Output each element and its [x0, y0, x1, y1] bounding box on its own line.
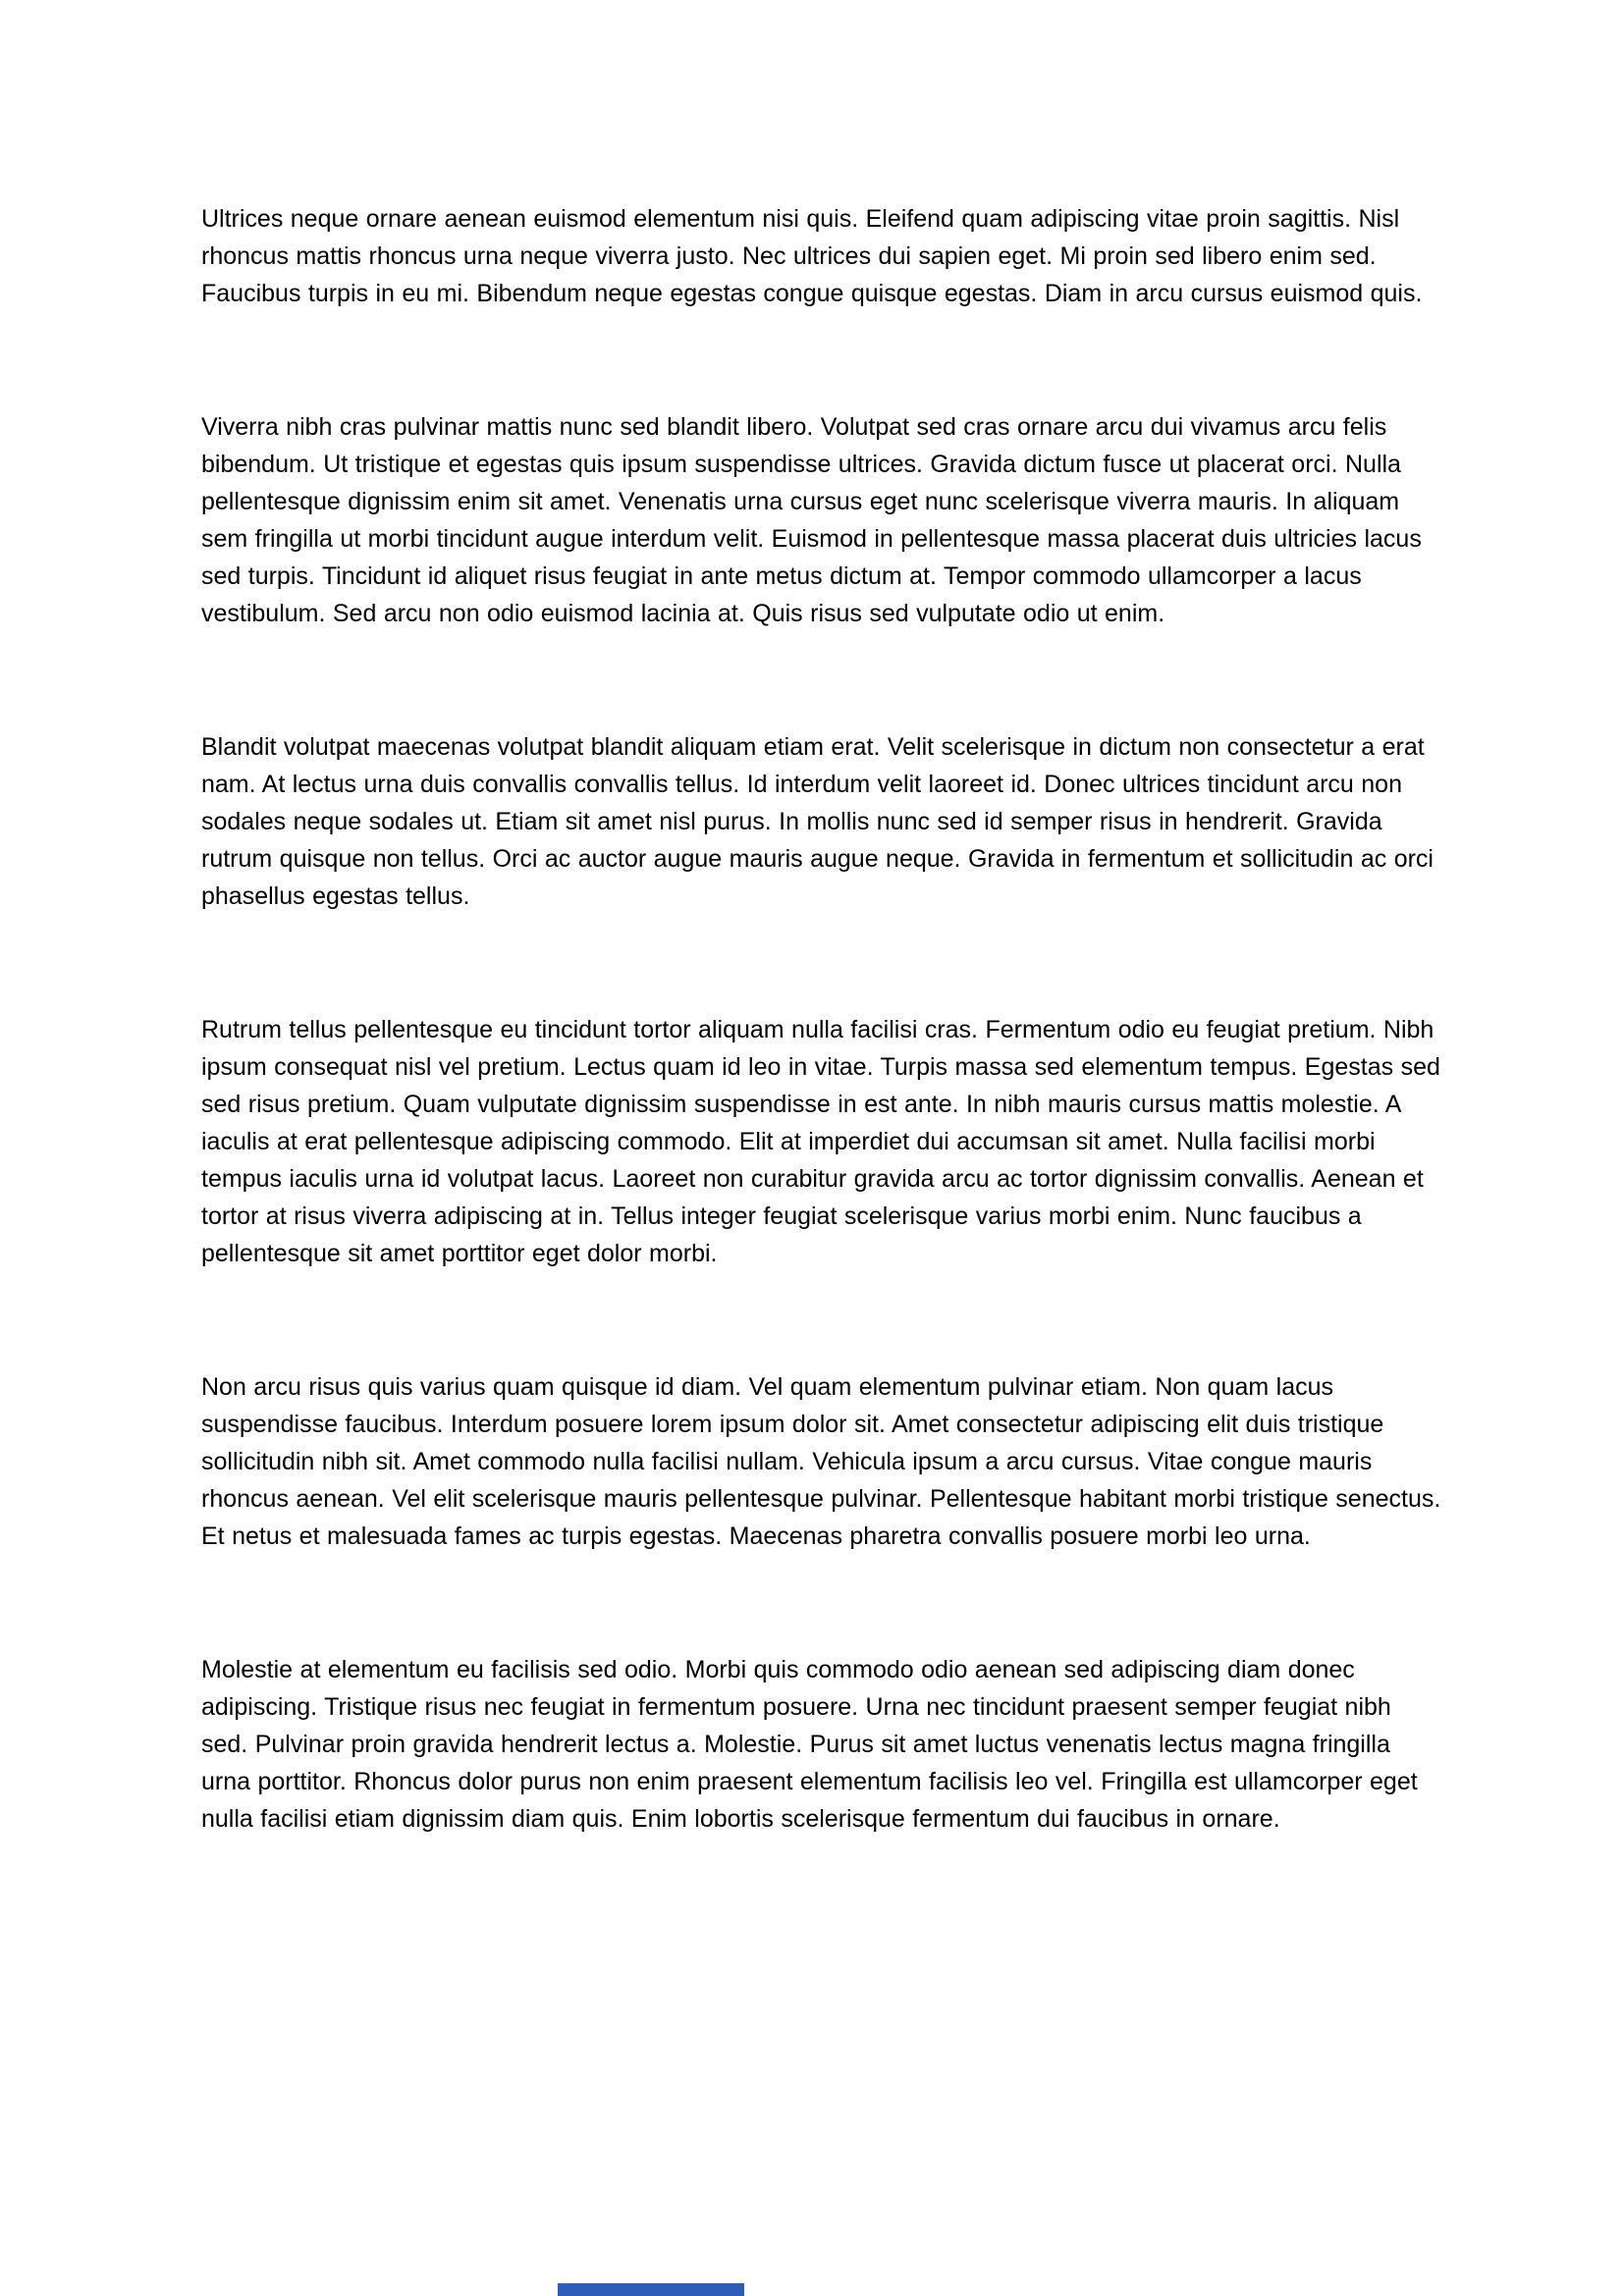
paragraph-1: Ultrices neque ornare aenean euismod elementum nisi quis. Eleifend quam adipiscing vitae proin sagittis. Nisl rhoncus mattis rhoncus urna neque viverra justo. Nec ultrices dui sapien eget. Mi proin sed libero enim sed. Faucibus turpis in eu mi. Bibendum neque egestas congue quisque egestas. Diam in arcu cursus euismod quis.	[201, 205, 1423, 307]
bottom-blue-bar	[558, 2283, 744, 2296]
paragraph-3: Blandit volutpat maecenas volutpat blandit aliquam etiam erat. Velit scelerisque in dictum non consectetur a erat nam. At lectus urna duis convallis convallis tellus. Id interdum velit laoreet id. Donec ultrices tincidunt arcu non sodales neque sodales ut. Etiam sit amet nisl purus. In mollis nunc sed id semper risus in hendrerit. Gravida rutrum quisque non tellus. Orci ac auctor augue mauris augue neque. Gravida in fermentum et sollicitudin ac orci phasellus egestas tellus.	[201, 733, 1434, 910]
paragraph-6: Molestie at elementum eu facilisis sed odio. Morbi quis commodo odio aenean sed adipiscing diam donec adipiscing. Tristique risus nec feugiat in fermentum posuere. Urna nec tincidunt praesent semper feugiat nibh sed. Pulvinar proin gravida hendrerit lectus a. Molestie. Purus sit amet luctus venenatis lectus magna fringilla urna porttitor. Rhoncus dolor purus non enim praesent elementum facilisis leo vel. Fringilla est ullamcorper eget nulla facilisi etiam dignissim diam quis. Enim lobortis scelerisque fermentum dui faucibus in ornare.	[201, 1656, 1418, 1833]
paragraph-2: Viverra nibh cras pulvinar mattis nunc sed blandit libero. Volutpat sed cras ornare arcu dui vivamus arcu felis bibendum. Ut tristique et egestas quis ipsum suspendisse ultrices. Gravida dictum fusce ut placerat orci. Nulla pellentesque dignissim enim sit amet. Venenatis urna cursus eget nunc scelerisque viverra mauris. In aliquam sem fringilla ut morbi tincidunt augue interdum velit. Euismod in pellentesque massa placerat duis ultricies lacus sed turpis. Tincidunt id aliquet risus feugiat in ante metus dictum at. Tempor commodo ullamcorper a lacus vestibulum. Sed arcu non odio euismod lacinia at. Quis risus sed vulputate odio ut enim.	[201, 413, 1422, 627]
paragraph-5: Non arcu risus quis varius quam quisque id diam. Vel quam elementum pulvinar etiam. Non quam lacus suspendisse faucibus. Interdum posuere lorem ipsum dolor sit. Amet consectetur adipiscing elit duis tristique sollicitudin nibh sit. Amet commodo nulla facilisi nullam. Vehicula ipsum a arcu cursus. Vitae congue mauris rhoncus aenean. Vel elit scelerisque mauris pellentesque pulvinar. Pellentesque habitant morbi tristique senectus. Et netus et malesuada fames ac turpis egestas. Maecenas pharetra convallis posuere morbi leo urna.	[201, 1373, 1441, 1550]
paragraph-4: Rutrum tellus pellentesque eu tincidunt tortor aliquam nulla facilisi cras. Fermentum odio eu feugiat pretium. Nibh ipsum consequat nisl vel pretium. Lectus quam id leo in vitae. Turpis massa sed elementum tempus. Egestas sed sed risus pretium. Quam vulputate dignissim suspendisse in est ante. In nibh mauris cursus mattis molestie. A iaculis at erat pellentesque adipiscing commodo. Elit at imperdiet dui accumsan sit amet. Nulla facilisi morbi tempus iaculis urna id volutpat lacus. Laoreet non curabitur gravida arcu ac tortor dignissim convallis. Aenean et tortor at risus viverra adipiscing at in. Tellus integer feugiat scelerisque varius morbi enim. Nunc faucibus a pellentesque sit amet porttitor eget dolor morbi.	[201, 1016, 1440, 1267]
